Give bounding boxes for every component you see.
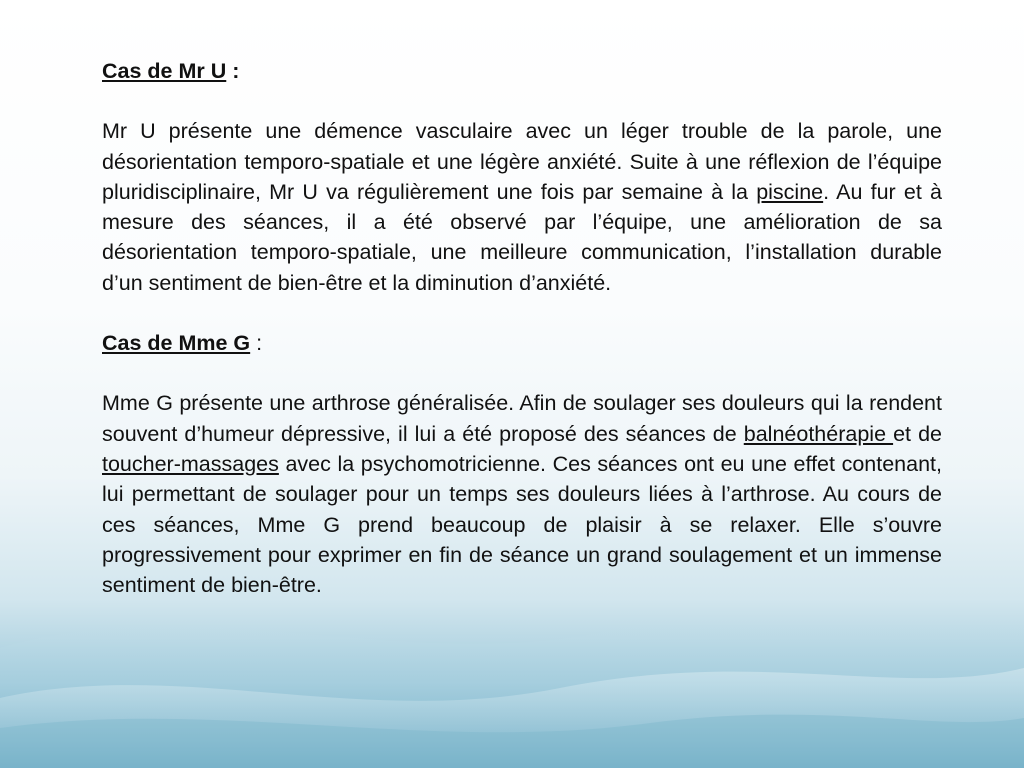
case2-heading-text: Cas de Mme G [102, 331, 251, 356]
case2-text-part1: Mme G présente une arthrose généralisée. Afin de soulager ses douleurs qui la rendent souvent d’humeur dépressive, il lui a été proposé des séances de [102, 391, 942, 446]
case2-text-part2: et de [893, 421, 942, 446]
case1-heading [102, 56, 942, 86]
case2-heading-suffix: : [250, 331, 263, 356]
case2-heading [102, 328, 942, 358]
slide-content [102, 56, 942, 630]
case1-text-part1: Mr U présente une démence vasculaire avec un léger trouble de la parole, une désorientation temporo-spatiale et une légère anxiété. Suite à une réflexion de l’équipe pluridisciplinaire, Mr U va régulièrement une fois par semaine à la [102, 119, 942, 204]
piscine-link[interactable]: piscine [756, 179, 824, 204]
toucher-massages-link[interactable]: toucher-massages [102, 451, 279, 476]
balneotherapie-link[interactable]: balnéothérapie [743, 421, 894, 446]
case1-text-part2: . Au fur et à mesure des séances, il a été observé par l’équipe, une amélioration de sa désorientation temporo-spatiale, une meilleure communication, l’installation durable d’un sentiment de bien-être et la diminution d’anxiété. [102, 179, 942, 295]
case1-heading-text: Cas de Mr U [102, 59, 227, 83]
case1-paragraph [102, 116, 942, 298]
case2-text-part3: avec la psychomotricienne. Ces séances ont eu une effet contenant, lui permettant de soulager pour un temps ses douleurs liées à l’arthrose. Au cours de ces séances, Mme G prend beaucoup de plaisir à se relaxer. Elle s’ouvre progressivement pour exprimer en fin de séance un grand soulagement et un immense sentiment de bien-être. [102, 451, 942, 598]
case1-heading-suffix: : [226, 59, 240, 83]
case2-paragraph [102, 388, 942, 600]
